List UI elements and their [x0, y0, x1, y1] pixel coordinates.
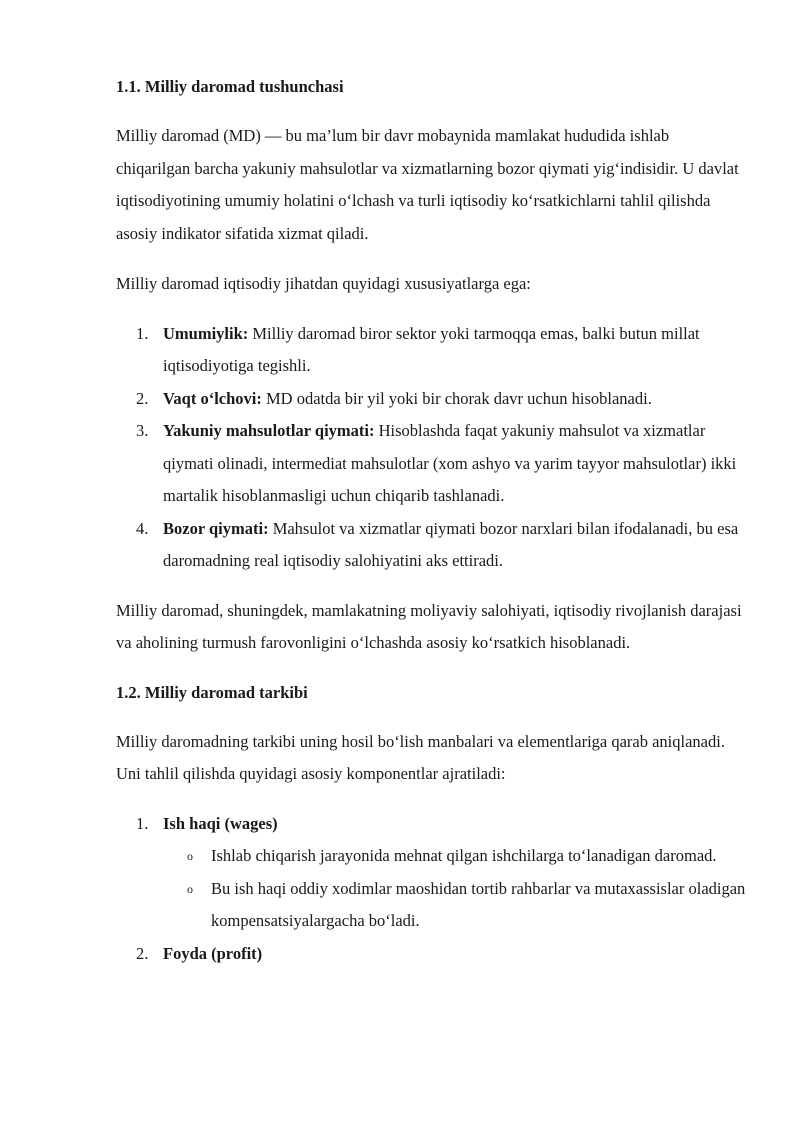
feature-text: Mahsulot va xizmatlar qiymati bozor narxlari bilan ifodalanadi, bu esa daromadning real iqtisodiy salohiyatini aks ettiradi. — [163, 518, 739, 570]
closing-paragraph: Milliy daromad, shuningdek, mamlakatning moliyaviy salohiyati, iqtisodiy rivojlanish darajasi va aholining turmush farovonligini o‘lchashda asosiy ko‘rsatkich hisoblanadi. — [116, 600, 742, 652]
components-list — [116, 808, 746, 971]
bullet-item — [163, 840, 746, 873]
component-title: Foyda (profit) — [163, 943, 263, 963]
feature-term: Bozor qiymati: — [163, 518, 269, 538]
bullet-text: Ishlab chiqarish jarayonida mehnat qilgan ishchilarga to‘lanadigan daromad. — [211, 846, 717, 865]
feature-term: Yakuniy mahsulotlar qiymati: — [163, 421, 375, 440]
circle-bullet-icon: o — [187, 849, 193, 863]
list-number: 1. — [136, 323, 149, 343]
feature-item — [116, 383, 746, 416]
composition-intro-paragraph: Milliy daromadning tarkibi uning hosil bo‘lish manbalari va elementlariga qarab aniqlanadi. Uni tahlil qilishda quyidagi asosiy komponentlar ajratiladi: — [116, 731, 725, 783]
document-page — [116, 70, 746, 970]
bullet-text: Bu ish haqi oddiy xodimlar maoshidan tortib rahbarlar va mutaxassislar oladigan kompensatsiyalargacha bo‘ladi. — [211, 878, 746, 930]
feature-text: Hisoblashda faqat yakuniy mahsulot va xizmatlar qiymati olinadi, intermediat mahsulotlar (xom ashyo va yarim tayyor mahsulotlar) ikki martalik hisoblanmasligi uchun chiqarib tashlanadi. — [163, 421, 737, 505]
section-heading-1-1: 1.1. Milliy daromad tushunchasi — [116, 77, 344, 96]
feature-item — [116, 318, 746, 383]
component-bullets — [163, 840, 746, 938]
section-heading-1-2: 1.2. Milliy daromad tarkibi — [116, 682, 308, 702]
feature-item — [116, 415, 746, 513]
features-list — [116, 318, 746, 578]
list-number: 2. — [136, 388, 149, 408]
list-number: 4. — [136, 518, 149, 538]
component-item — [116, 808, 746, 938]
feature-item — [116, 513, 746, 578]
feature-text: MD odatda bir yil yoki bir chorak davr uchun hisoblanadi. — [261, 388, 652, 408]
component-title: Ish haqi (wages) — [163, 813, 278, 833]
feature-term: Vaqt o‘lchovi: — [163, 388, 262, 408]
component-item — [116, 938, 746, 971]
feature-text: Milliy daromad biror sektor yoki tarmoqqa emas, balki butun millat iqtisodiyotiga tegishli. — [163, 323, 700, 375]
feature-term: Umumiylik: — [163, 323, 249, 343]
bullet-item — [163, 873, 746, 938]
list-number: 3. — [136, 421, 149, 440]
features-lead-paragraph: Milliy daromad iqtisodiy jihatdan quyidagi xususiyatlarga ega: — [116, 274, 531, 293]
list-number: 2. — [136, 943, 149, 963]
intro-paragraph: Milliy daromad (MD) — bu ma’lum bir davr mobaynida mamlakat hududida ishlab chiqarilgan barcha yakuniy mahsulotlar va xizmatlarning bozor qiymati yig‘indisidir. U davlat iqtisodiyotining umumiy holatini o‘lchash va turli iqtisodiy ko‘rsatkichlarni tahlil qilishda asosiy indikator sifatida xizmat qiladi. — [116, 126, 739, 243]
list-number: 1. — [136, 813, 149, 833]
circle-bullet-icon: o — [187, 881, 193, 896]
